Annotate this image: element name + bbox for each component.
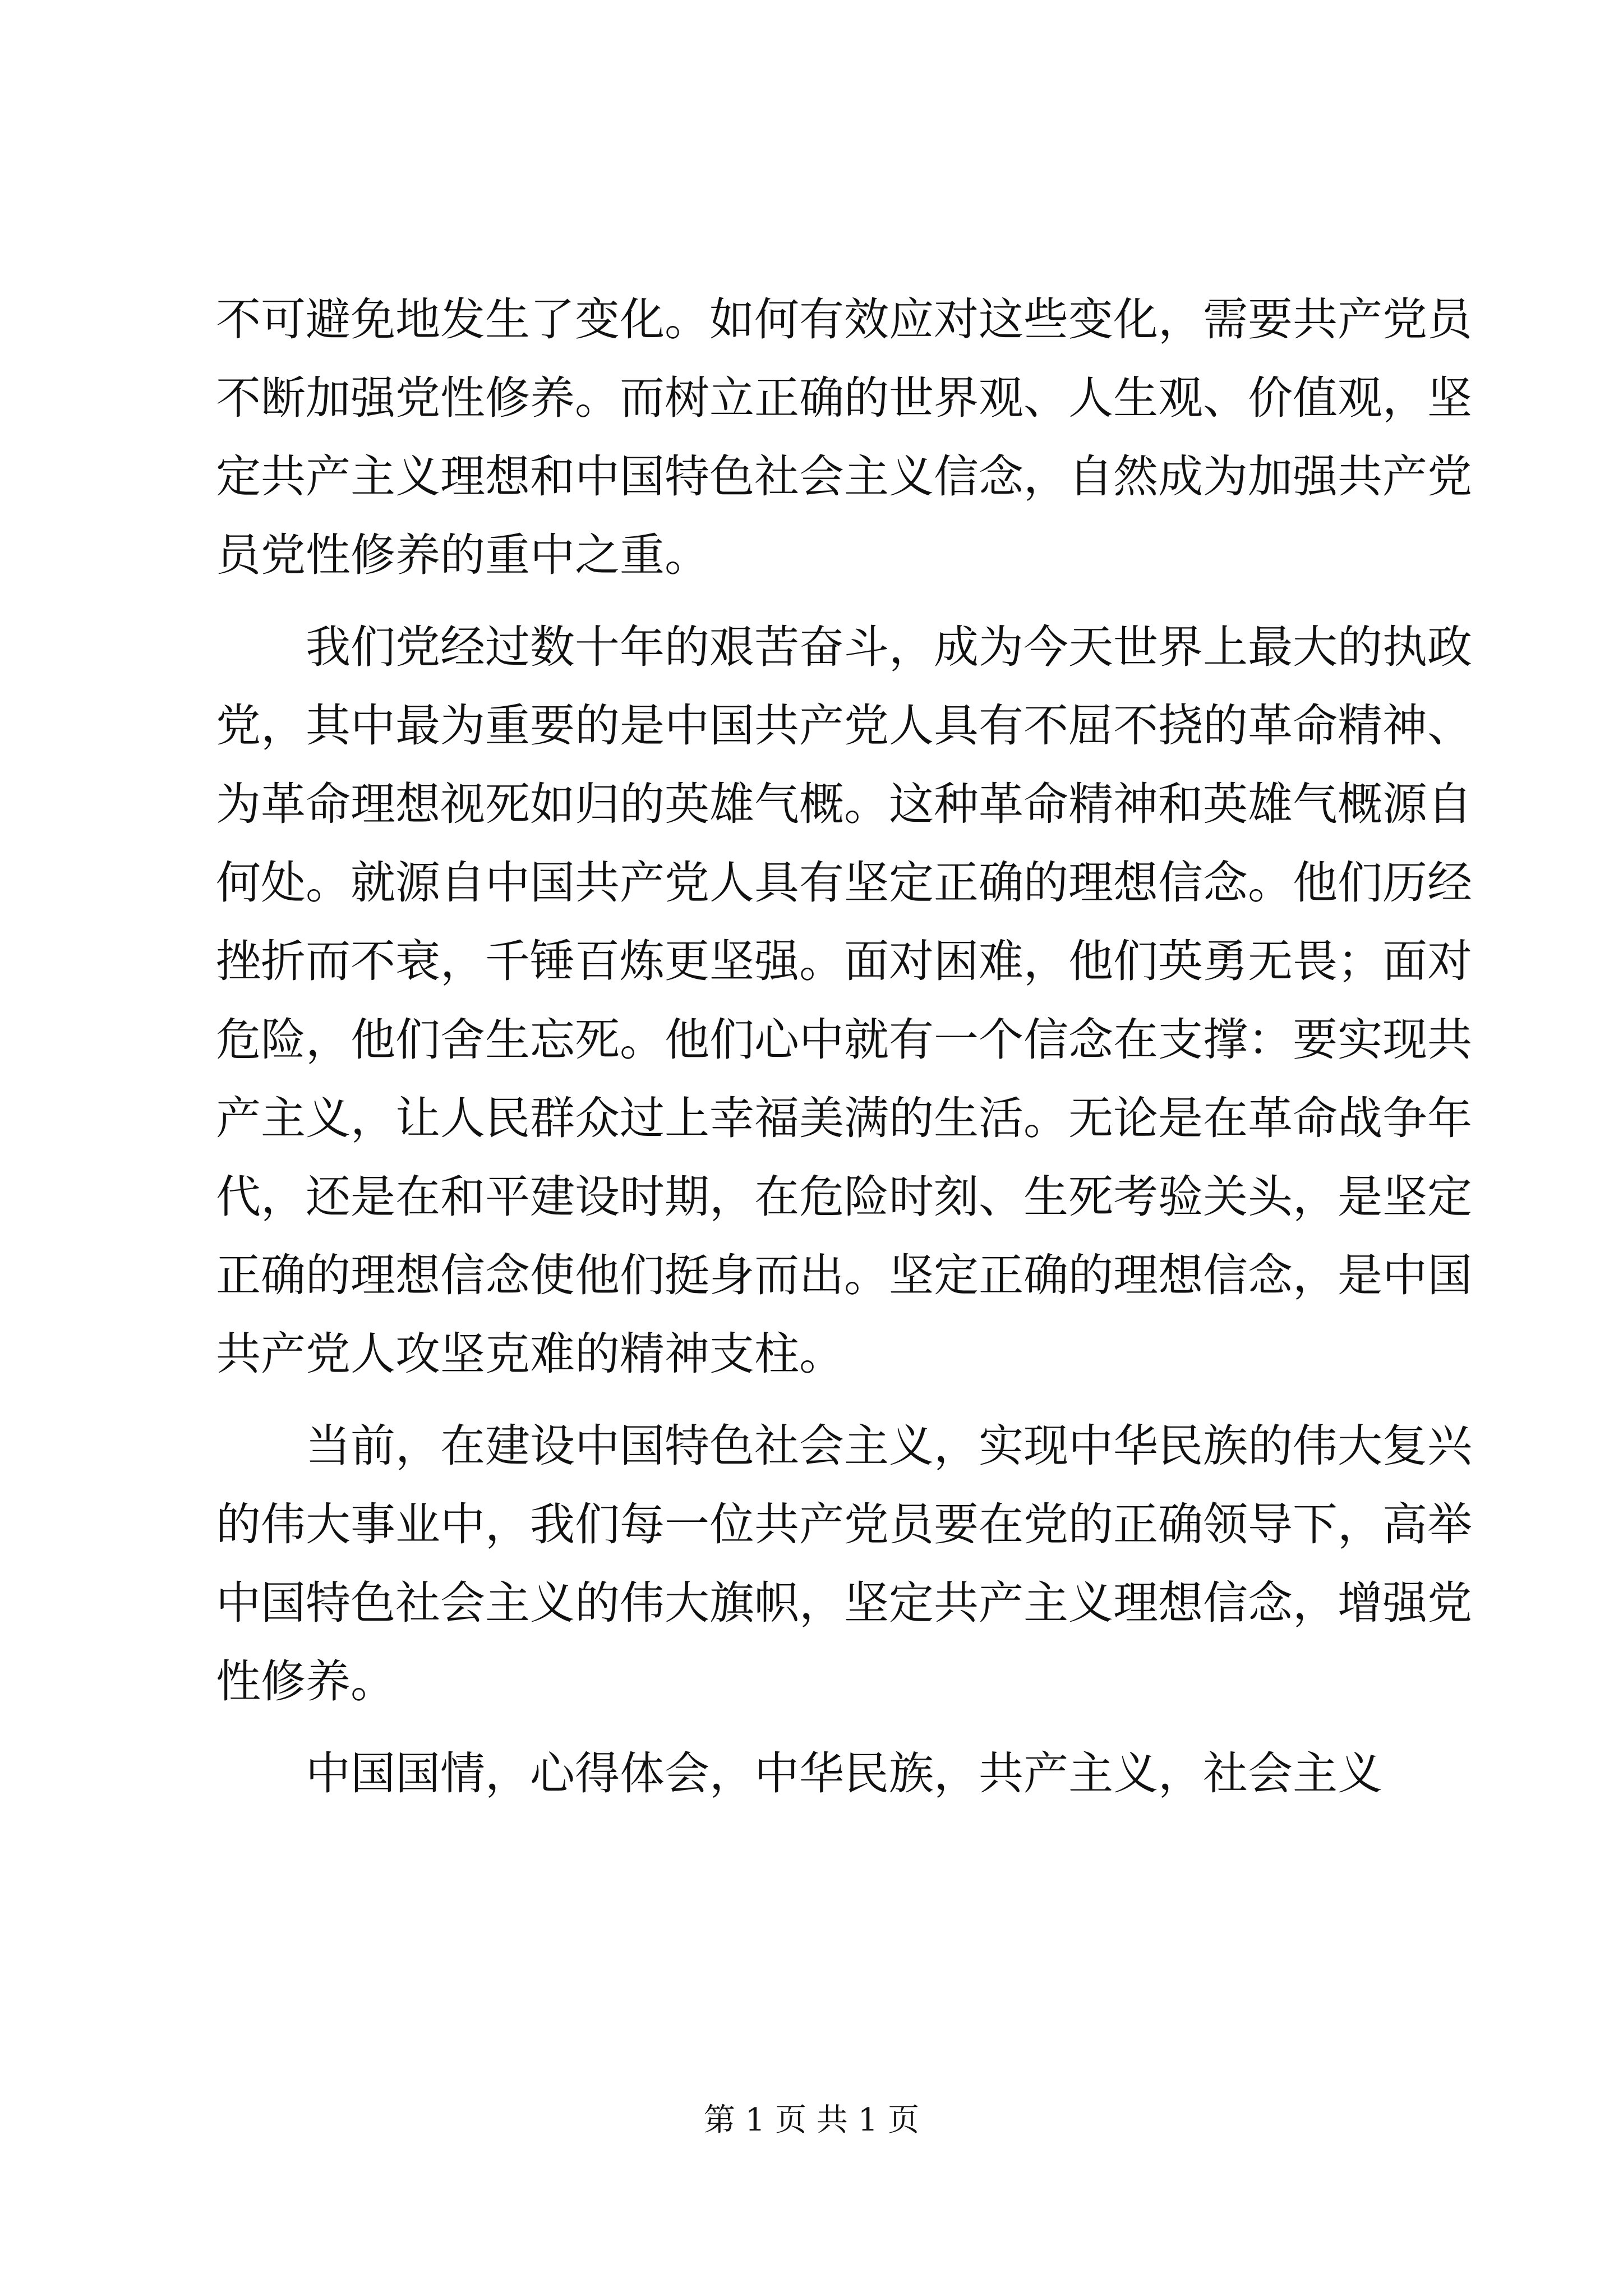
keywords-paragraph — [216, 1734, 1408, 1813]
text-line: 中国特色社会主义的伟大旗帜，坚定共产主义理想信念，增强党 — [216, 1577, 1472, 1629]
paragraph-spacer — [216, 1393, 1408, 1407]
document-body — [216, 280, 1472, 1813]
text-line: 我们党经过数十年的艰苦奋斗，成为今天世界上最大的执政 — [306, 621, 1472, 673]
text-line: 产主义，让人民群众过上幸福美满的生活。无论是在革命战争年 — [216, 1092, 1472, 1144]
text-line: 党，其中最为重要的是中国共产党人具有不屈不挠的革命精神、 — [216, 700, 1472, 752]
text-line: 的伟大事业中，我们每一位共产党员要在党的正确领导下，高举 — [216, 1498, 1472, 1550]
paragraph — [216, 1407, 1472, 1721]
page-number-footer: 第 1 页 共 1 页 — [703, 2102, 920, 2138]
paragraph-spacer — [216, 1721, 1408, 1734]
text-line: 不断加强党性修养。而树立正确的世界观、人生观、价值观，坚 — [216, 372, 1472, 424]
paragraph-spacer — [216, 595, 1408, 608]
text-line: 危险，他们舍生忘死。他们心中就有一个信念在支撑：要实现共 — [216, 1014, 1472, 1066]
paragraph — [216, 608, 1472, 1393]
text-line: 共产党人攻坚克难的精神支柱。 — [216, 1328, 844, 1380]
text-line: 当前，在建设中国特色社会主义，实现中华民族的伟大复兴 — [306, 1420, 1472, 1472]
text-line: 性修养。 — [216, 1655, 395, 1708]
text-line: 正确的理想信念使他们挺身而出。坚定正确的理想信念，是中国 — [216, 1249, 1472, 1301]
text-line: 挫折而不衰，千锤百炼更坚强。面对困难，他们英勇无畏；面对 — [216, 935, 1472, 987]
paragraph — [216, 280, 1472, 595]
text-line: 何处。就源自中国共产党人具有坚定正确的理想信念。他们历经 — [216, 857, 1472, 909]
text-line: 不可避免地发生了变化。如何有效应对这些变化，需要共产党员 — [216, 293, 1472, 346]
text-line: 员党性修养的重中之重。 — [216, 529, 709, 581]
text-line: 代，还是在和平建设时期，在危险时刻、生死考验关头，是坚定 — [216, 1171, 1472, 1223]
keywords-line: 中国国情，心得体会，中华民族，共产主义，社会主义 — [306, 1747, 1382, 1800]
text-line: 定共产主义理想和中国特色社会主义信念，自然成为加强共产党 — [216, 450, 1472, 503]
text-line: 为革命理想视死如归的英雄气概。这种革命精神和英雄气概源自 — [216, 778, 1472, 830]
